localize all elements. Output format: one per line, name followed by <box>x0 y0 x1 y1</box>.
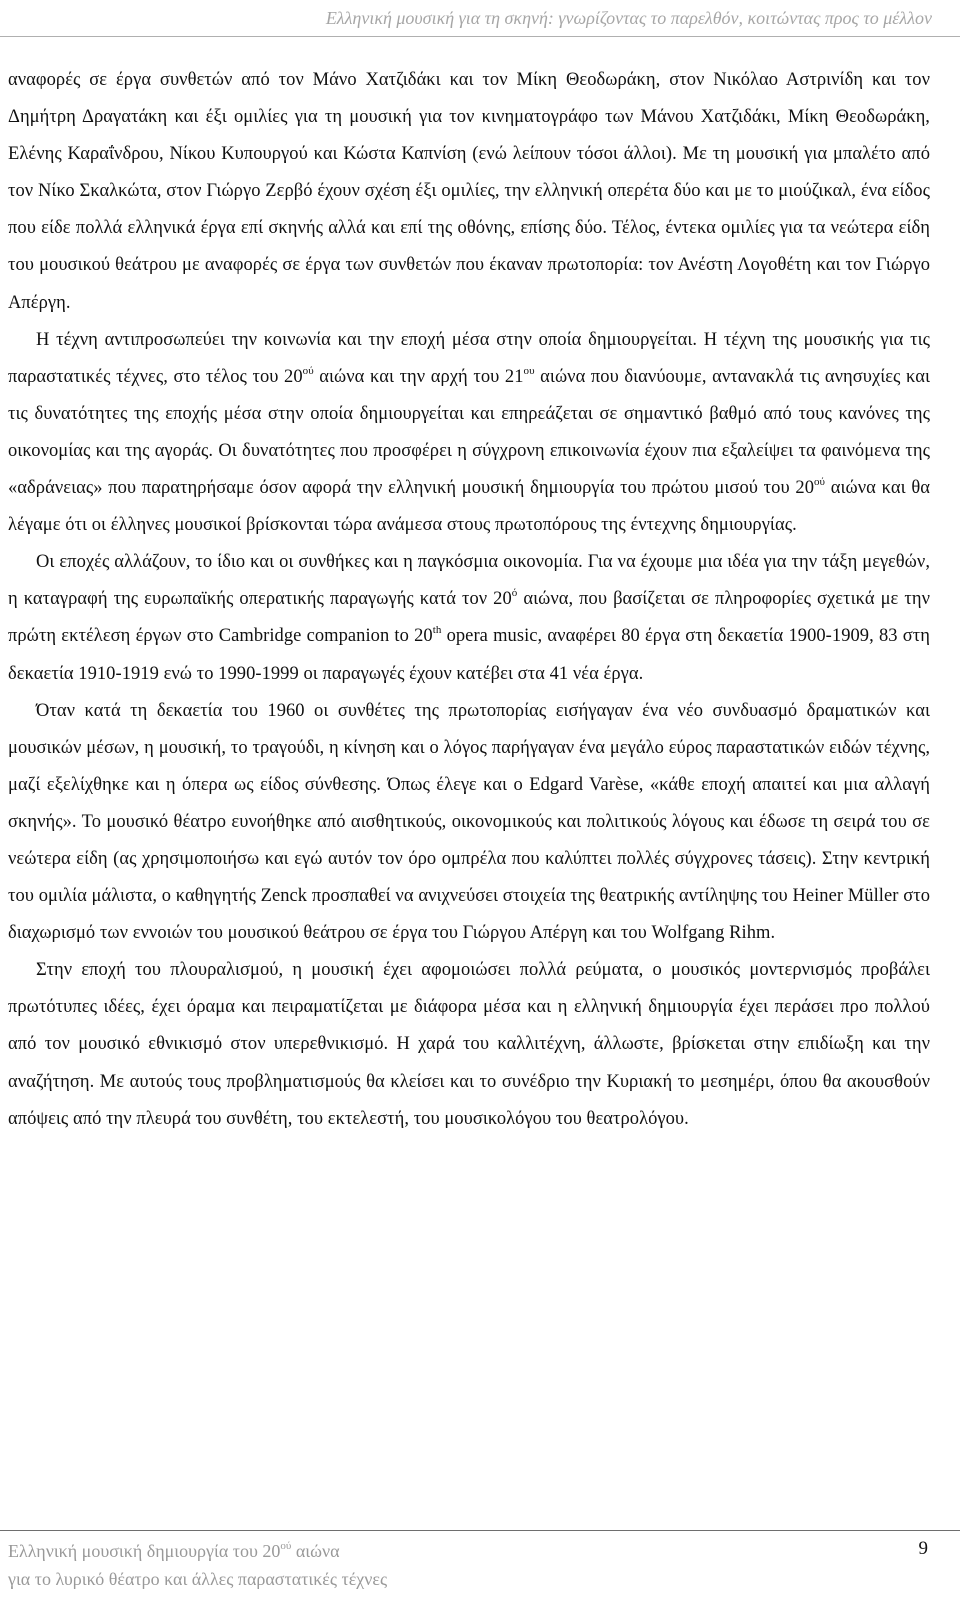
paragraph-2: Η τέχνη αντιπροσωπεύει την κοινωνία και την εποχή μέσα στην οποία δημιουργείται. Η τέχνη της μουσικής για τις παραστατικές τέχνες, στο τέλος του $20^{oύ}$ αιώνα και την αρχή του $21^{o\upsilon}$ αιώνα που διανύουμε, αντανακλά τις ανησυχίες και τις δυνατότητες της εποχής μέσα στην οποία δημιουργείται και επηρεάζεται σε σημαντικό βαθμό από τους κανόνες της οικονομίας και της αγοράς. Οι δυνατότητες που προσφέρει η σύγχρονη επικοινωνία έχουν πια εξαλείψει τα φαινόμενα της «αδράνειας» που παρατηρήσαμε όσον αφορά την ελληνική μουσική δημιουργία του πρώτου μισού του $20^{oύ}$ αιώνα και θα λέγαμε ότι οι έλληνες μουσικοί βρίσκονται τώρα ανάμεσα στους πρωτοπόρους της έντεχνης δημιουργίας. <box>8 329 930 536</box>
superscript: ό <box>511 587 518 600</box>
paragraph-3: Οι εποχές αλλάζουν, το ίδιο και οι συνθήκες και η παγκόσμια οικονομία. Για να έχουμε μια ιδέα για την τάξη μεγεθών, η καταγραφή της ευρωπαϊκής οπερατικής παραγωγής κατά τον $20^ό$ αιώνα, που βασίζεται σε πληροφορίες σχετικά με την πρώτη εκτέλεση έργων στο Cambridge companion to 20th opera music, αναφέρει 80 έργα στη δεκαετία 1900-1909, 83 στη δεκαετία 1910-1919 ενώ το 1990-1999 οι παραγωγές έχουν κατέβει στα 41 νέα έργα. <box>8 552 930 684</box>
superscript: ού <box>814 475 826 488</box>
page-number: 9 <box>918 1538 928 1559</box>
footer-line-2: για το λυρικό θέατρο και άλλες παραστατικές τέχνες <box>8 1569 388 1589</box>
paragraph-1: αναφορές σε έργα συνθετών από τον Μάνο Χατζιδάκι και τον Μίκη Θεοδωράκη, στον Νικόλαο Αστρινίδη και τον Δημήτρη Δραγατάκη και έξι ομιλίες για τη μουσική για τον κινηματογράφο των Μάνου Χατζιδάκι, Μίκη Θεοδωράκη, Ελένης Καραΐνδρου, Νίκου Κυπουργού και Κώστα Καπνίση (ενώ λείπουν τόσοι άλλοι). Με τη μουσική για μπαλέτο από τον Νίκο Σκαλκώτα, στον Γιώργο Ζερβό έχουν σχέση έξι ομιλίες, την ελληνική οπερέτα δύο και με το μιούζικαλ, ένα είδος που είδε πολλά ελληνικά έργα επί σκηνής αλλά και επί της οθόνης, επίσης δύο. Τέλος, έντεκα ομιλίες για τα νεώτερα είδη του μουσικού θεάτρου με αναφορές σε έργα των συνθετών που έκαναν πρωτοπορία: τον Ανέστη Λογοθέτη και τον Γιώργο Απέργη. <box>8 70 930 313</box>
running-footer <box>8 1537 387 1593</box>
superscript: ου <box>523 364 535 377</box>
footer-line-1: Ελληνική μουσική δημιουργία του $20^{oύ}$ αιώνα <box>8 1539 340 1561</box>
paragraph-5: Στην εποχή του πλουραλισμού, η μουσική έχει αφομοιώσει πολλά ρεύματα, ο μουσικός μοντερνισμός προβάλει πρωτότυπες ιδέες, έχει όραμα και πειραματίζεται με διάφορα μέσα και η ελληνική δημιουργία έχει περάσει προ πολλού από τον μουσικό εθνικισμό στον υπερεθνικισμό. Η χαρά του καλλιτέχνη, άλλωστε, βρίσκεται στην επιδίωξη και την αναζήτηση. Με αυτούς τους προβληματισμούς θα κλείσει και το συνέδριο την Κυριακή το μεσημέρι, όπου θα ακουσθούν απόψεις από την πλευρά του συνθέτη, του εκτελεστή, του μουσικολόγου του θεατρολόγου. <box>8 960 930 1129</box>
paragraph-4: Όταν κατά τη δεκαετία του 1960 οι συνθέτες της πρωτοπορίας εισήγαγαν ένα νέο συνδυασμό δραματικών και μουσικών μέσων, η μουσική, το τραγούδι, η κίνηση και ο λόγος παρήγαγαν ένα μεγάλο εύρος παραστατικών ειδών τέχνης, μαζί εξελίχθηκε και η όπερα ως είδος σύνθεσης. Όπως έλεγε και ο Edgard Varèse, «κάθε εποχή απαιτεί και μια αλλαγή σκηνής». Το μουσικό θέατρο ευνοήθηκε από αισθητικούς, οικονομικούς και πολιτικούς λόγους και έδωσε τη σειρά του σε νεώτερα είδη (ας χρησιμοποιήσω και εγώ αυτόν τον όρο ομπρέλα που καλύπτει πολλές σύγχρονες τάσεις). Στην κεντρική του ομιλία μάλιστα, ο καθηγητής Zenck προσπαθεί να ανιχνεύσει στοιχεία της θεατρικής αντίληψης του Heiner Müller στο διαχωρισμό των εννοιών του μουσικού θεάτρου σε έργα του Γιώργου Απέργη και του Wolfgang Rihm. <box>8 700 930 944</box>
header-divider <box>0 36 960 37</box>
superscript: th <box>432 624 442 637</box>
superscript: ού <box>302 364 314 377</box>
superscript: ού <box>280 1539 292 1552</box>
document-body <box>8 62 930 1138</box>
running-header: Ελληνική μουσική για τη σκηνή: γνωρίζοντας το παρελθόν, κοιτώντας προς το μέλλον <box>325 8 932 28</box>
footer-divider <box>0 1530 960 1531</box>
